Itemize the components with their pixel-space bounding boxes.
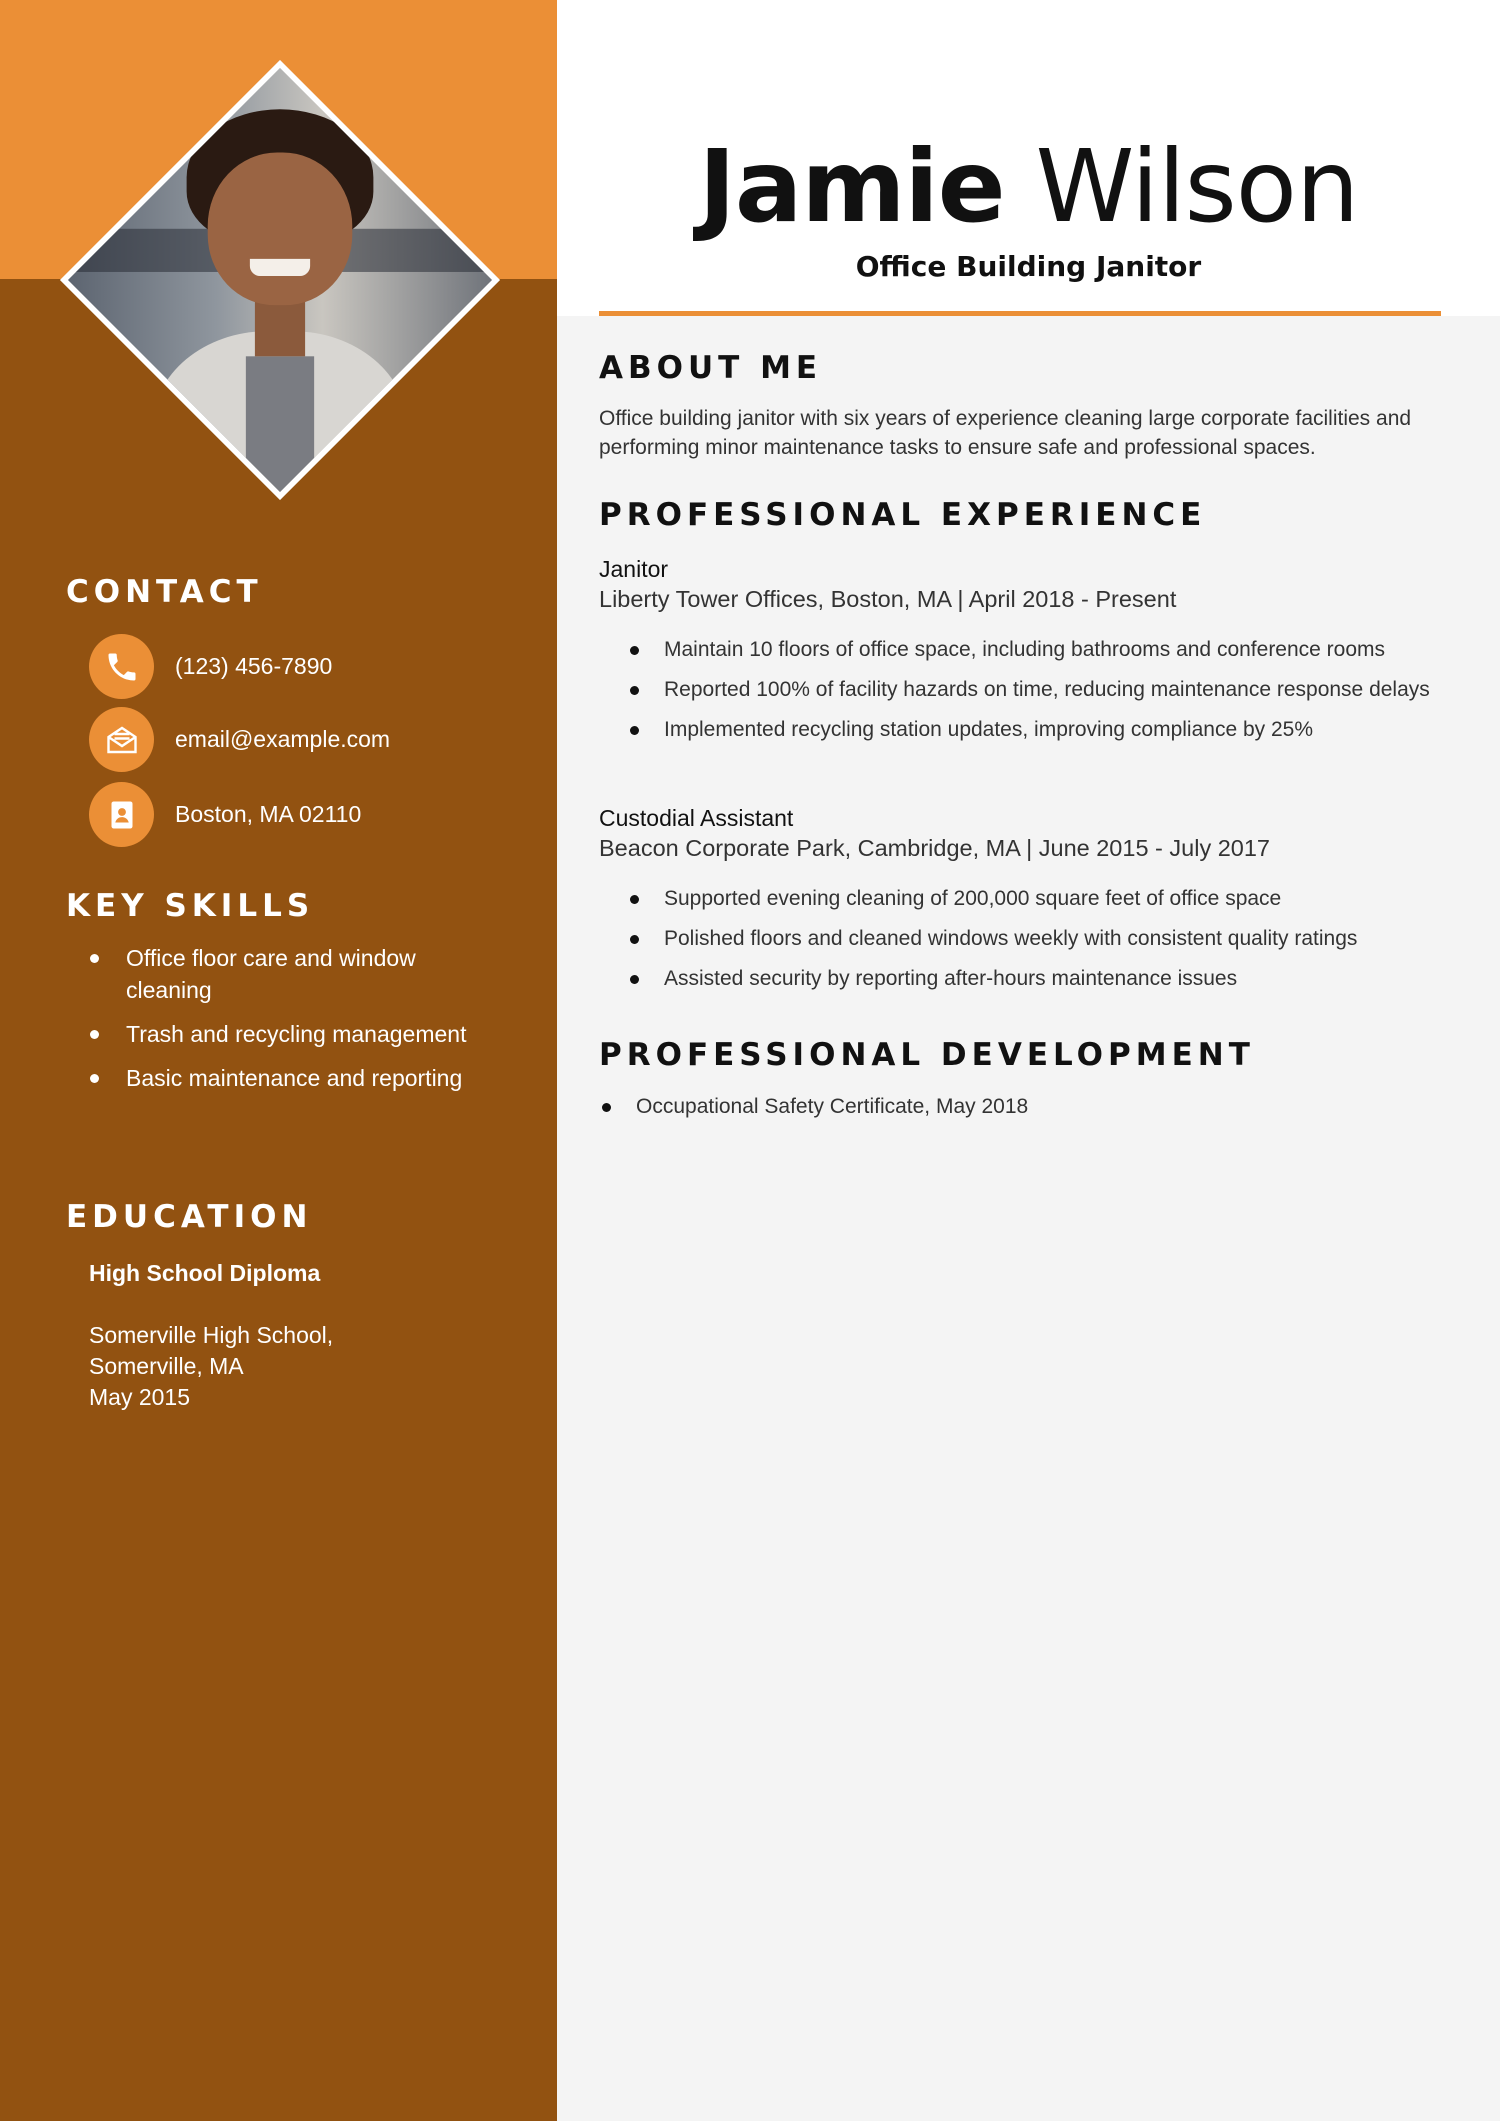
job-bullets — [628, 635, 1448, 755]
title-divider — [599, 311, 1441, 316]
job-title: Office Building Janitor — [855, 250, 1202, 283]
list-item: Assisted security by reporting after-hours maintenance issues — [628, 964, 1448, 993]
experience-heading: PROFESSIONAL EXPERIENCE — [599, 497, 1207, 533]
phone-text[interactable]: (123) 456-7890 — [175, 653, 333, 679]
contact-heading: CONTACT — [66, 574, 263, 610]
address-icon — [89, 782, 154, 847]
job-role: Janitor — [599, 556, 669, 582]
list-item: Trash and recycling management — [90, 1018, 470, 1050]
contact-address — [89, 782, 361, 847]
education-date: May 2015 — [89, 1384, 191, 1410]
about-text: Office building janitor with six years of experience cleaning large corporate facilities and performing minor maintenance tasks to ensure safe and professional spaces. — [599, 407, 1412, 459]
list-item: Occupational Safety Certificate, May 2018 — [600, 1092, 1420, 1121]
list-item: Supported evening cleaning of 200,000 square feet of office space — [628, 884, 1448, 913]
list-item: Basic maintenance and reporting — [90, 1062, 470, 1094]
development-list — [600, 1092, 1420, 1121]
job-meta: Liberty Tower Offices, Boston, MA | April 2018 - Present — [599, 586, 1177, 612]
phone-icon — [89, 634, 154, 699]
education-degree: High School Diploma — [89, 1260, 321, 1286]
education-location: Somerville, MA — [89, 1353, 244, 1379]
skills-list — [90, 942, 470, 1106]
email-icon — [89, 707, 154, 772]
skills-heading: KEY SKILLS — [66, 888, 315, 924]
address-text: Boston, MA 02110 — [175, 801, 362, 827]
contact-phone — [89, 634, 332, 699]
job-meta: Beacon Corporate Park, Cambridge, MA | June 2015 - July 2017 — [599, 835, 1271, 861]
first-name: Jamie — [698, 128, 1005, 245]
list-item: Polished floors and cleaned windows weekly with consistent quality ratings — [628, 924, 1448, 953]
last-name: Wilson — [1035, 128, 1359, 245]
education-school: Somerville High School, — [89, 1322, 334, 1348]
list-item: Implemented recycling station updates, improving compliance by 25% — [628, 715, 1448, 744]
development-heading: PROFESSIONAL DEVELOPMENT — [599, 1037, 1255, 1073]
page-title — [557, 128, 1500, 245]
list-item: Reported 100% of facility hazards on time, reducing maintenance response delays — [628, 675, 1448, 704]
list-item: Maintain 10 floors of office space, including bathrooms and conference rooms — [628, 635, 1448, 664]
education-heading: EDUCATION — [66, 1199, 313, 1235]
email-text[interactable]: email@example.com — [175, 726, 391, 752]
job-bullets — [628, 884, 1448, 1004]
contact-email — [89, 707, 390, 772]
job-role: Custodial Assistant — [599, 805, 794, 831]
list-item: Office floor care and window cleaning — [90, 942, 470, 1006]
about-heading: ABOUT ME — [599, 350, 823, 386]
